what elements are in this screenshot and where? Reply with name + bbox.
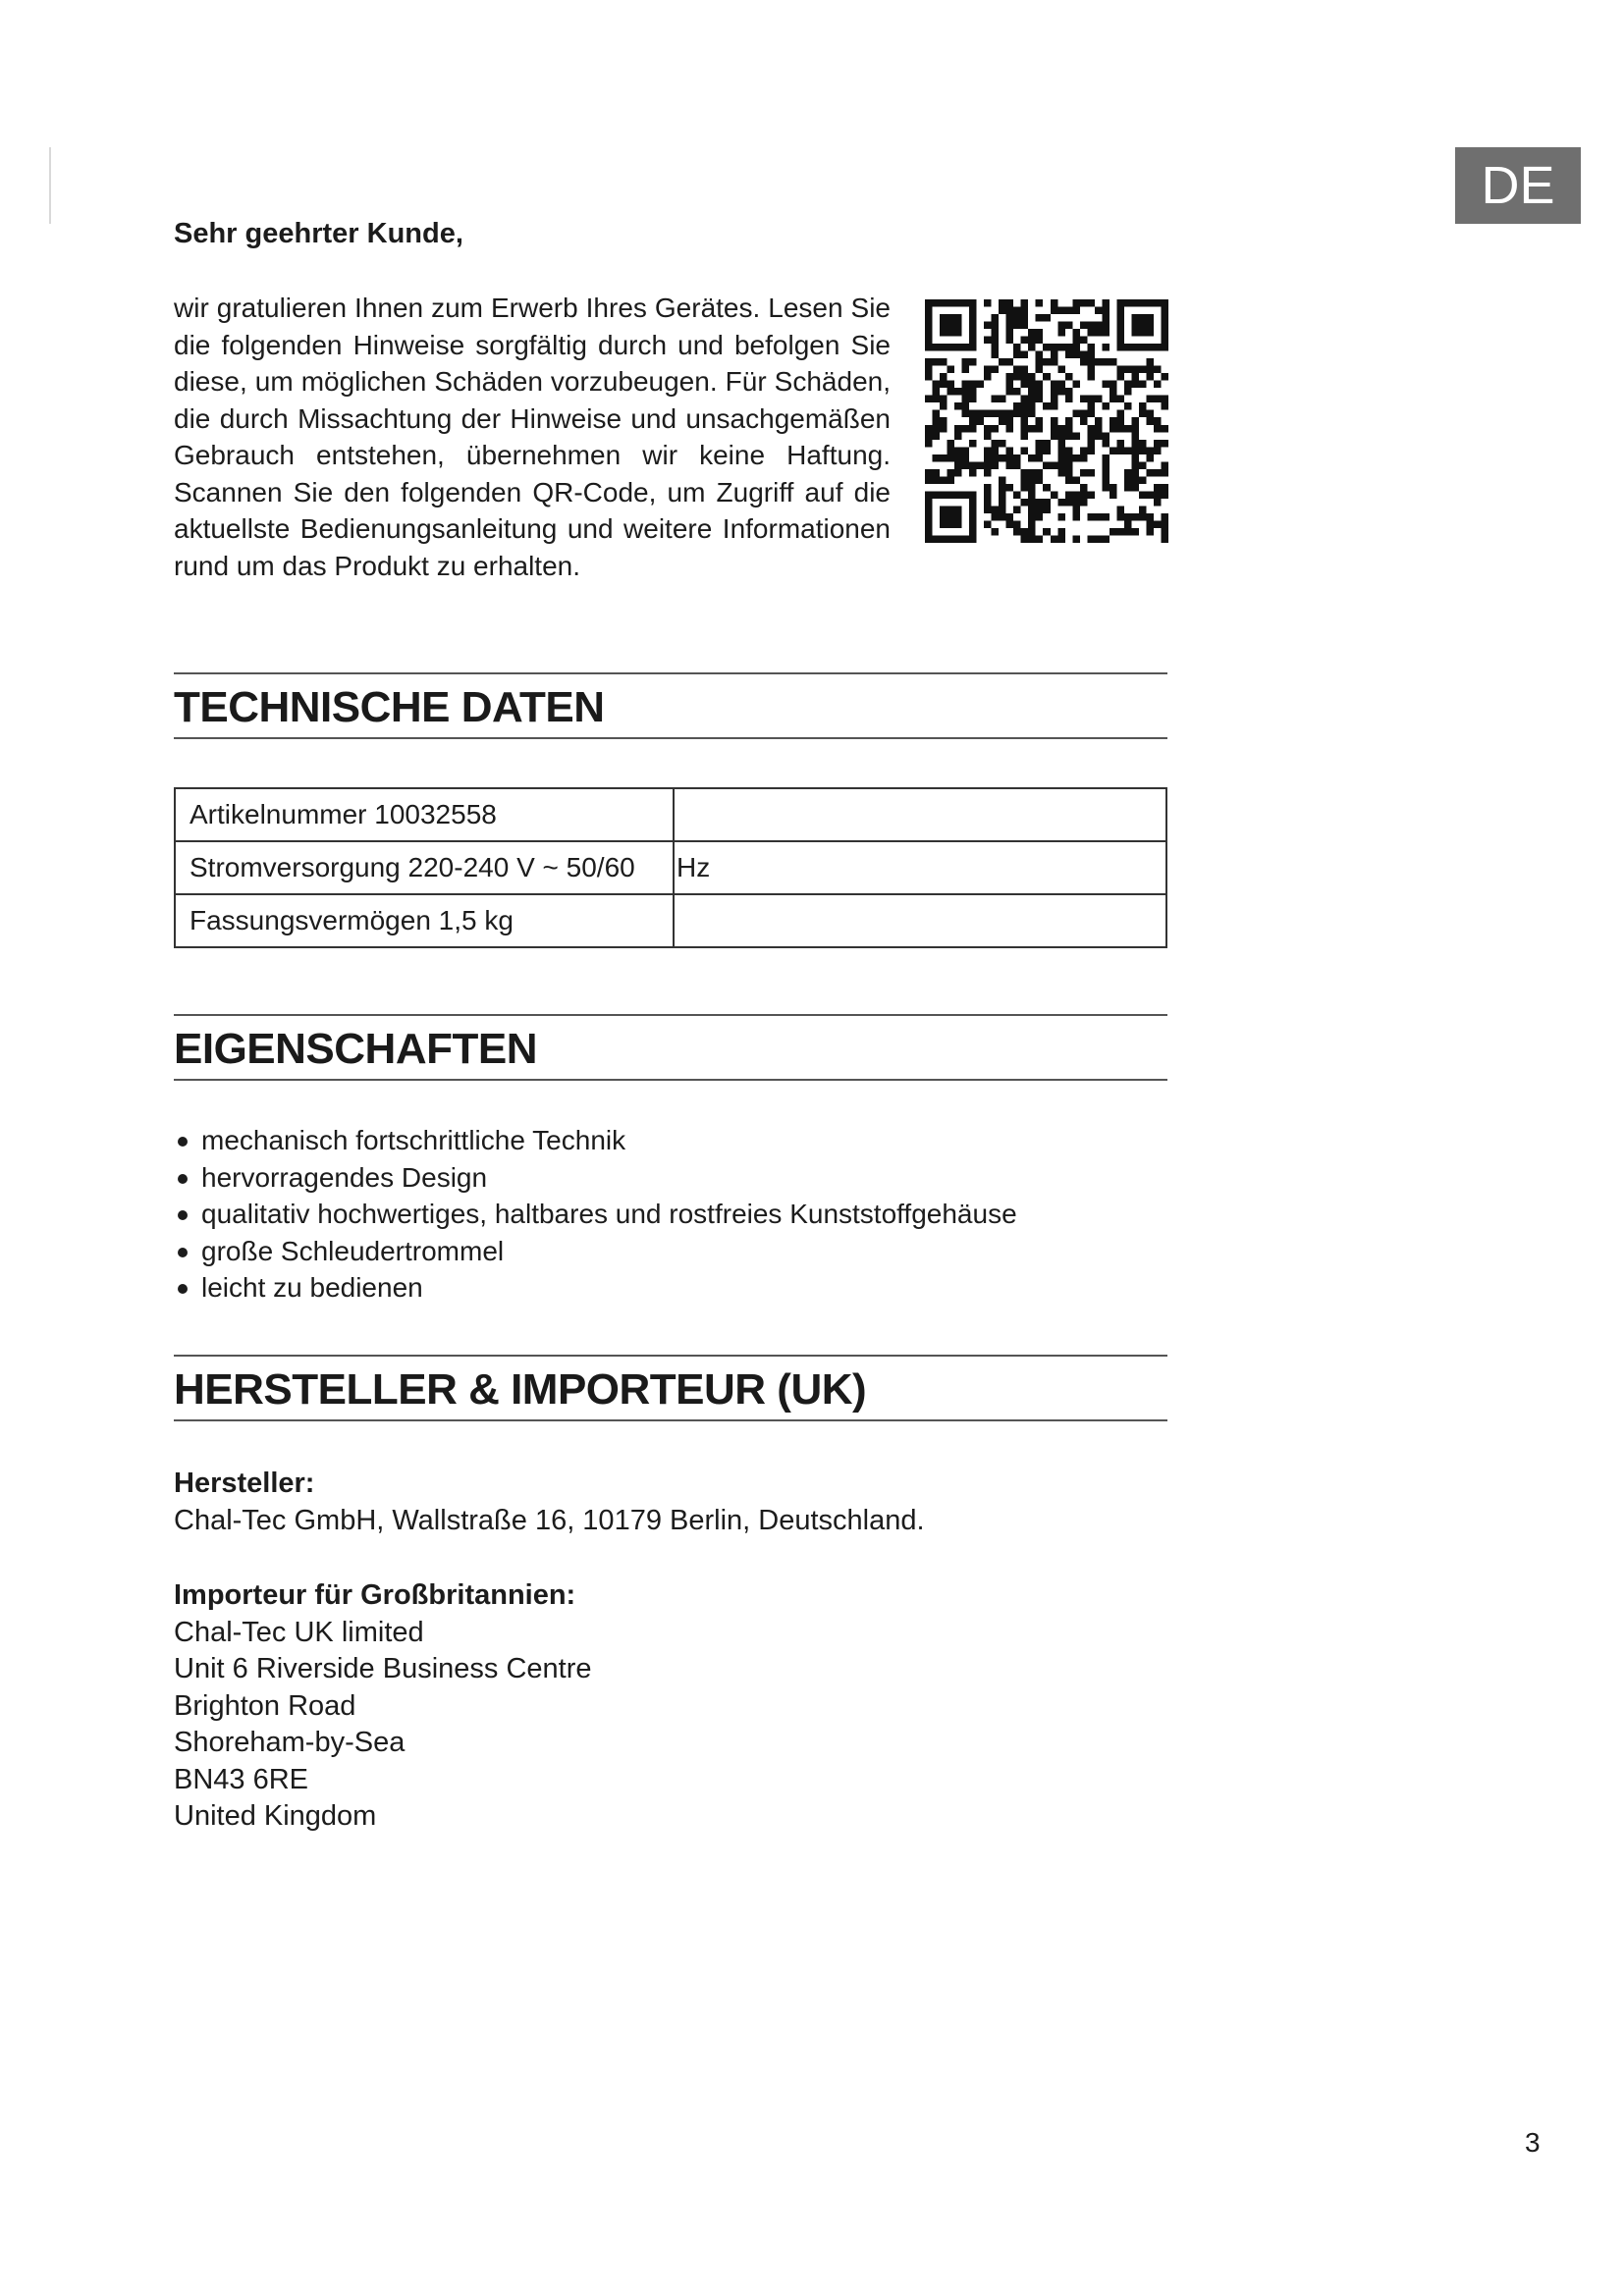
section-title: EIGENSCHAFTEN bbox=[174, 1025, 537, 1073]
spec-label: Fassungsvermögen 1,5 kg bbox=[175, 894, 674, 947]
importer-address-line: Shoreham-by-Sea bbox=[174, 1727, 406, 1758]
list-item: hervorragendes Design bbox=[174, 1159, 1017, 1197]
list-item: qualitativ hochwertiges, haltbares und rostfreies Kunststoffgehäuse bbox=[174, 1196, 1017, 1233]
manufacturer-address: Chal-Tec GmbH, Wallstraße 16, 10179 Berlin, Deutschland. bbox=[174, 1504, 925, 1536]
page-number: 3 bbox=[1525, 2127, 1541, 2158]
manufacturer-block bbox=[174, 1466, 925, 1539]
qr-code-icon bbox=[925, 299, 1168, 543]
spec-value bbox=[674, 788, 1166, 841]
intro-paragraph: wir gratulieren Ihnen zum Erwerb Ihres Gerätes. Lesen Sie die folgenden Hinweise sorgfältig durch und befolgen Sie diese, um möglichen Schäden vorzubeugen. Für Schäden, die durch Missachtung der Hinweise und unsachgemäßen Gebrauch entstehen, übernehmen wir keine Haftung. Scannen Sie den folgenden QR-Code, um Zugriff auf die aktuellste Bedienungsanleitung und weitere Informationen rund um das Produkt zu erhalten. bbox=[174, 293, 891, 581]
greeting: Sehr geehrter Kunde, bbox=[174, 218, 463, 249]
table-row bbox=[175, 894, 1166, 947]
margin-mark bbox=[49, 147, 51, 224]
table-row bbox=[175, 841, 1166, 894]
section-title: TECHNISCHE DATEN bbox=[174, 683, 605, 731]
importer-block bbox=[174, 1577, 592, 1836]
feature-list bbox=[174, 1122, 1017, 1307]
importer-label: Importeur für Großbritannien: bbox=[174, 1579, 576, 1611]
list-item: große Schleudertrommel bbox=[174, 1233, 1017, 1270]
spec-label: Artikelnummer 10032558 bbox=[175, 788, 674, 841]
spec-value bbox=[674, 894, 1166, 947]
importer-address-line: Chal-Tec UK limited bbox=[174, 1616, 424, 1648]
section-title: HERSTELLER & IMPORTEUR (UK) bbox=[174, 1365, 867, 1414]
spec-value: Hz bbox=[674, 841, 1166, 894]
specs-table bbox=[174, 787, 1167, 948]
list-item: leicht zu bedienen bbox=[174, 1269, 1017, 1307]
language-badge: DE bbox=[1455, 147, 1581, 224]
section-header-features bbox=[174, 1014, 1167, 1081]
list-item: mechanisch fortschrittliche Technik bbox=[174, 1122, 1017, 1159]
section-header-manufacturer bbox=[174, 1355, 1167, 1421]
importer-address-line: BN43 6RE bbox=[174, 1763, 309, 1795]
spec-label: Stromversorgung 220-240 V ~ 50/60 bbox=[175, 841, 674, 894]
manufacturer-label: Hersteller: bbox=[174, 1468, 315, 1499]
section-header-technical-data bbox=[174, 672, 1167, 739]
importer-address-line: Brighton Road bbox=[174, 1689, 356, 1722]
table-row bbox=[175, 788, 1166, 841]
importer-address-line: Unit 6 Riverside Business Centre bbox=[174, 1653, 592, 1684]
importer-address-line: United Kingdom bbox=[174, 1800, 377, 1832]
